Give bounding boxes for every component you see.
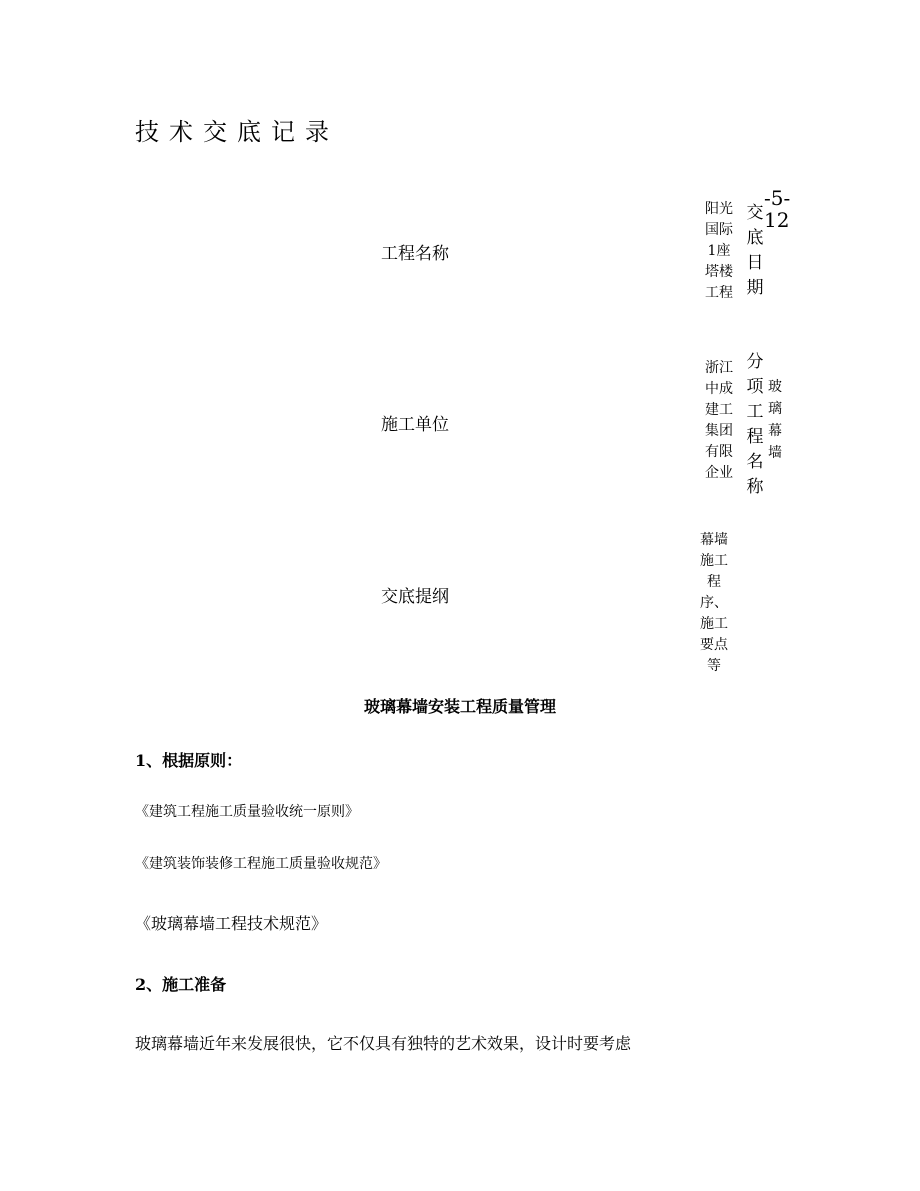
heading-2: 2、施工准备 xyxy=(135,975,227,994)
project-name-value: 阳光国际1座塔楼工程 xyxy=(705,201,733,301)
handover-date-label: 交底日期 xyxy=(746,203,764,298)
subitem-value: 玻璃幕墙 xyxy=(768,379,782,461)
heading-1: 1、根据原则： xyxy=(135,751,243,770)
contractor-label: 施工单位 xyxy=(381,415,449,435)
reference-item: 《建筑工程施工质量验收统一原则》 xyxy=(135,804,359,820)
contractor-value: 浙江中成建工集团有限企业 xyxy=(705,360,733,481)
outline-value: 幕墙施工程序、施工要点等 xyxy=(700,532,728,674)
subitem-label: 分项工程名称 xyxy=(746,352,764,497)
section-title: 玻璃幕墙安装工程质量管理 xyxy=(363,697,556,716)
project-name-label: 工程名称 xyxy=(381,244,449,264)
reference-item: 《玻璃幕墙工程技术规范》 xyxy=(135,914,328,933)
outline-label: 交底提纲 xyxy=(381,587,449,607)
reference-item: 《建筑装饰装修工程施工质量验收规范》 xyxy=(135,856,387,872)
body-paragraph: 玻璃幕墙近年来发展很快，它不仅具有独特的艺术效果，设计时要考虑 xyxy=(135,1034,632,1053)
document-title: 技术交底记录 xyxy=(135,118,339,146)
handover-date-value: -5-12 xyxy=(764,186,791,232)
